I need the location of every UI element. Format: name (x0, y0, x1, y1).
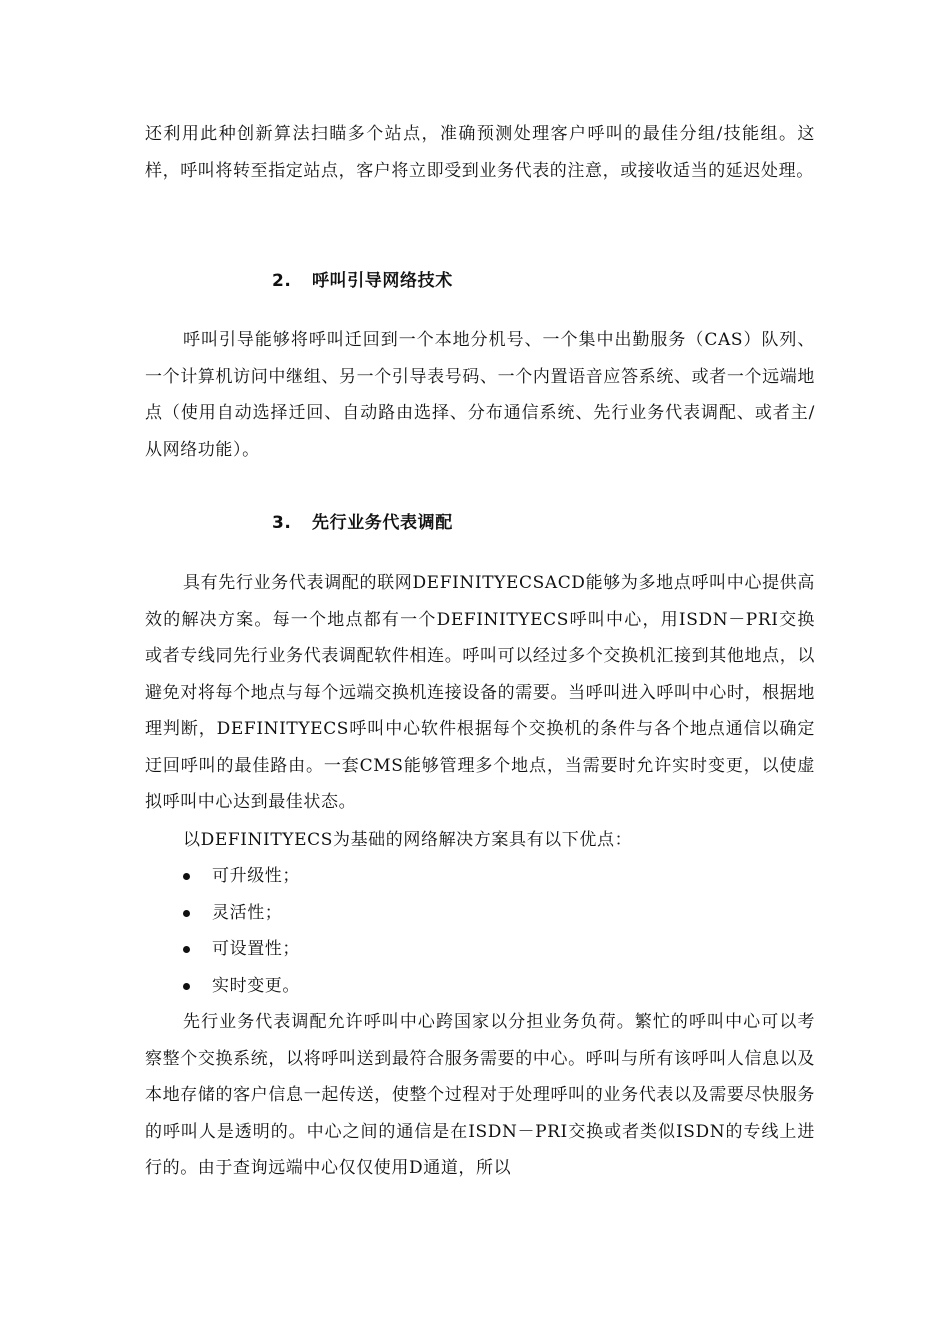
section-title: 呼叫引导网络技术 (312, 271, 453, 291)
list-item (145, 968, 300, 1005)
section-title: 先行业务代表调配 (312, 513, 453, 533)
section-heading-3 (272, 508, 453, 533)
section-number: 3. (272, 513, 292, 533)
paragraph-agent-allocation: 具有先行业务代表调配的联网DEFINITYECSACD能够为多地点呼叫中心提供高效的解决方案。每一个地点都有一个DEFINITYECS呼叫中心，用ISDN－PRI交换或者专线同先行业务代表调配软件相连。呼叫可以经过多个交换机汇接到其他地点，以避免对将每个地点与每个远端交换机连接设备的需要。当呼叫进入呼叫中心时，根据地理判断，DEFINITYECS呼叫中心软件根据每个交换机的条件与各个地点通信以确定迂回呼叫的最佳路由。一套CMS能够管理多个地点，当需要时允许实时变更，以使虚拟呼叫中心达到最佳状态。 (145, 573, 815, 812)
list-item (145, 931, 300, 968)
paragraph-advantages-intro: 以DEFINITYECS为基础的网络解决方案具有以下优点： (183, 830, 633, 850)
list-item (145, 858, 300, 895)
bullet-icon (183, 983, 190, 990)
paragraph-load-sharing: 先行业务代表调配允许呼叫中心跨国家以分担业务负荷。繁忙的呼叫中心可以考察整个交换系统，以将呼叫送到最符合服务需要的中心。呼叫与所有该呼叫人信息以及本地存储的客户信息一起传送，使整个过程对于处理呼叫的业务代表以及需要尽快服务的呼叫人是透明的。中心之间的通信是在ISDN－PRI交换或者类似ISDN的专线上进行的。由于查询远端中心仅仅使用D通道，所以 (145, 1012, 815, 1178)
list-item-text: 灵活性； (212, 902, 283, 923)
bullet-icon (183, 946, 190, 953)
bullet-icon (183, 910, 190, 917)
advantages-list (145, 858, 300, 1004)
section-heading-2 (272, 266, 453, 291)
paragraph-intro: 还利用此种创新算法扫瞄多个站点，准确预测处理客户呼叫的最佳分组/技能组。这样，呼叫将转至指定站点，客户将立即受到业务代表的注意，或接收适当的延迟处理。 (145, 124, 815, 181)
list-item-text: 实时变更。 (212, 975, 300, 996)
section-number: 2. (272, 271, 292, 291)
list-item (145, 895, 300, 932)
list-item-text: 可升级性； (212, 866, 300, 886)
list-item-text: 可设置性； (212, 939, 300, 959)
bullet-icon (183, 873, 190, 880)
paragraph-call-guide: 呼叫引导能够将呼叫迁回到一个本地分机号、一个集中出勤服务（CAS）队列、一个计算机访问中继组、另一个引导表号码、一个内置语音应答系统、或者一个远端地点（使用自动选择迁回、自动路由选择、分布通信系统、先行业务代表调配、或者主/从网络功能）。 (145, 330, 815, 460)
